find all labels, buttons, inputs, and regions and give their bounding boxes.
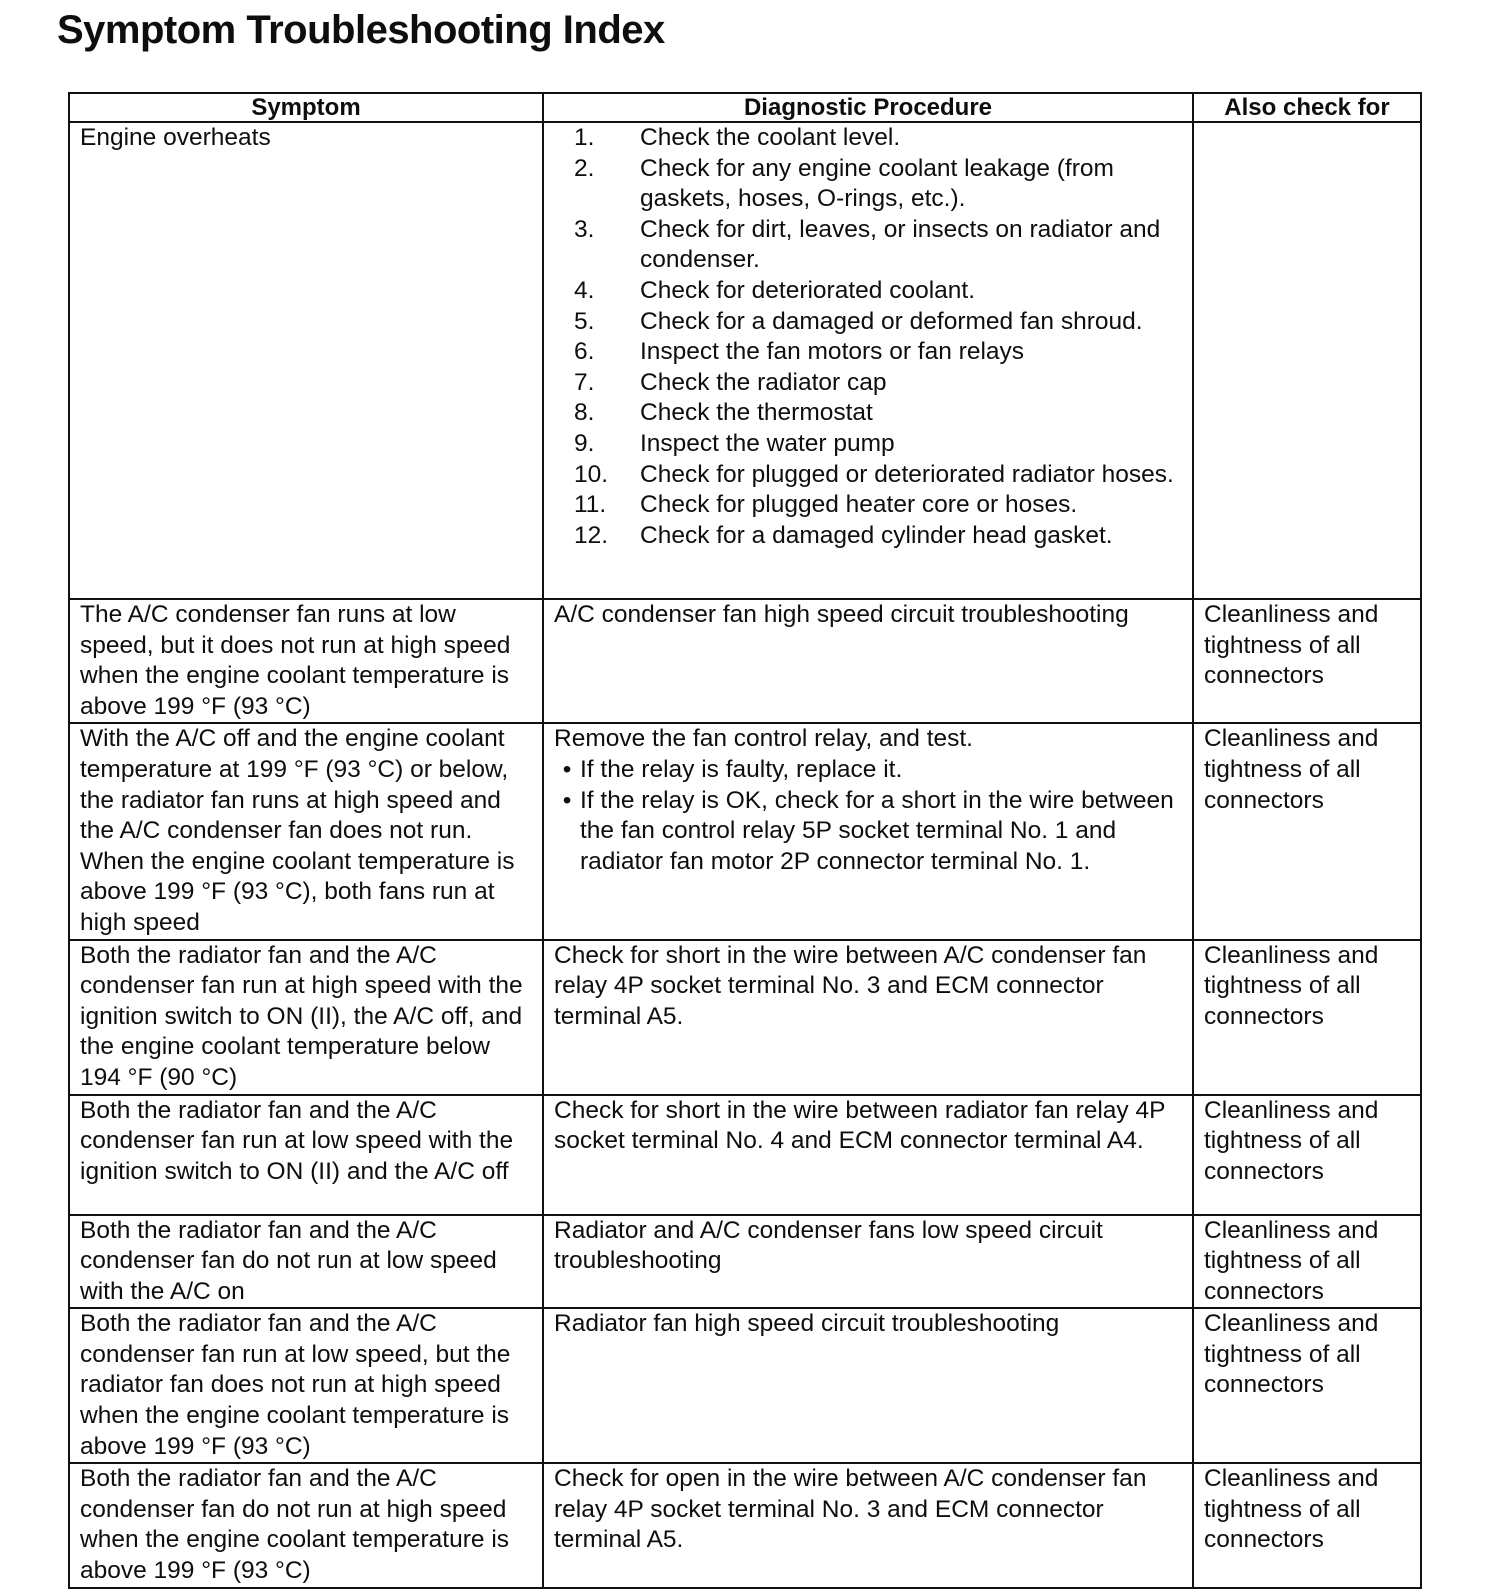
list-item xyxy=(554,786,1182,878)
procedure-bullet-list xyxy=(554,755,1182,877)
procedure-cell: A/C condenser fan high speed circuit troubleshooting xyxy=(543,599,1193,723)
symptom-cell: Both the radiator fan and the A/C condenser fan do not run at high speed when the engine coolant temperature is above 199 °F (93 °C) xyxy=(69,1463,543,1587)
symptom-cell: The A/C condenser fan runs at low speed, but it does not run at high speed when the engine coolant temperature is above 199 °F (93 °C) xyxy=(69,599,543,723)
procedure-cell xyxy=(543,723,1193,939)
procedure-step xyxy=(574,154,1182,215)
table-row xyxy=(69,1463,1421,1587)
procedure-step xyxy=(574,123,1182,154)
table-row xyxy=(69,599,1421,723)
table-row xyxy=(69,723,1421,939)
step-number: 12. xyxy=(574,521,609,549)
step-text: Check for plugged or deteriorated radiator hoses. xyxy=(640,460,1174,488)
procedure-cell: Radiator fan high speed circuit troubleshooting xyxy=(543,1308,1193,1463)
procedure-cell xyxy=(543,122,1193,599)
procedure-step xyxy=(574,307,1182,338)
symptom-header: Symptom xyxy=(69,93,543,122)
step-text: Check for dirt, leaves, or insects on radiator and condenser. xyxy=(640,215,1161,274)
table-row xyxy=(69,122,1421,599)
symptom-cell: Engine overheats xyxy=(69,122,543,599)
symptom-table xyxy=(68,92,1422,1589)
table-row xyxy=(69,940,1421,1095)
procedure-intro: Remove the fan control relay, and test. xyxy=(554,725,973,753)
symptom-cell: Both the radiator fan and the A/C condenser fan do not run at low speed with the A/C on xyxy=(69,1215,543,1309)
symptom-cell: With the A/C off and the engine coolant temperature at 199 °F (93 °C) or below, the radiator fan runs at high speed and the A/C condenser fan does not run. When the engine coolant temperature is above 199 °F (93 °C), both fans run at high speed xyxy=(69,723,543,939)
step-number: 5. xyxy=(574,307,595,335)
procedure-step xyxy=(574,490,1182,521)
symptom-cell: Both the radiator fan and the A/C condenser fan run at low speed, but the radiator fan does not run at high speed when the engine coolant temperature is above 199 °F (93 °C) xyxy=(69,1308,543,1463)
also-check-cell: Cleanliness and tightness of all connectors xyxy=(1193,1463,1421,1587)
step-text: Check for deteriorated coolant. xyxy=(640,276,976,304)
procedure-cell: Check for short in the wire between A/C condenser fan relay 4P socket terminal No. 3 and ECM connector terminal A5. xyxy=(543,940,1193,1095)
step-number: 10. xyxy=(574,460,609,488)
procedure-step xyxy=(574,398,1182,429)
also-check-cell: Cleanliness and tightness of all connectors xyxy=(1193,940,1421,1095)
procedure-steps-list xyxy=(554,123,1182,551)
table-row xyxy=(69,1308,1421,1463)
procedure-step xyxy=(574,215,1182,276)
step-number: 1. xyxy=(574,124,595,151)
step-number: 3. xyxy=(574,215,595,243)
step-number: 2. xyxy=(574,154,595,182)
step-text: Check the thermostat xyxy=(640,399,873,427)
step-text: Check the radiator cap xyxy=(640,368,887,396)
step-text: Check for a damaged cylinder head gasket. xyxy=(640,521,1113,549)
step-number: 9. xyxy=(574,429,595,457)
procedure-step xyxy=(574,337,1182,368)
step-text: Check for a damaged or deformed fan shroud. xyxy=(640,307,1143,335)
step-number: 7. xyxy=(574,368,595,396)
page-title: Symptom Troubleshooting Index xyxy=(57,8,665,52)
bullet-icon: • xyxy=(562,755,572,783)
table-header-row xyxy=(69,93,1421,122)
also-check-cell: Cleanliness and tightness of all connectors xyxy=(1193,1215,1421,1309)
procedure-step xyxy=(574,368,1182,399)
procedure-cell: Check for short in the wire between radiator fan relay 4P socket terminal No. 4 and ECM connector terminal A4. xyxy=(543,1095,1193,1215)
step-text: Inspect the water pump xyxy=(640,429,895,457)
step-number: 4. xyxy=(574,276,595,304)
symptom-cell: Both the radiator fan and the A/C condenser fan run at high speed with the ignition switch to ON (II), the A/C off, and the engine coolant temperature below 194 °F (90 °C) xyxy=(69,940,543,1095)
table-row xyxy=(69,1215,1421,1309)
also-check-cell: Cleanliness and tightness of all connectors xyxy=(1193,1308,1421,1463)
procedure-cell: Radiator and A/C condenser fans low speed circuit troubleshooting xyxy=(543,1215,1193,1309)
step-text: Check for plugged heater core or hoses. xyxy=(640,491,1078,519)
also-check-header: Also check for xyxy=(1193,93,1421,122)
procedure-cell: Check for open in the wire between A/C condenser fan relay 4P socket terminal No. 3 and ECM connector terminal A5. xyxy=(543,1463,1193,1587)
step-number: 8. xyxy=(574,399,595,427)
also-check-cell xyxy=(1193,122,1421,599)
step-text: Check the coolant level. xyxy=(640,124,901,151)
procedure-step xyxy=(574,429,1182,460)
procedure-header: Diagnostic Procedure xyxy=(543,93,1193,122)
step-text: Inspect the fan motors or fan relays xyxy=(640,338,1025,366)
step-number: 6. xyxy=(574,338,595,366)
bullet-icon: • xyxy=(562,786,572,814)
bullet-text: If the relay is OK, check for a short in the wire between the fan control relay 5P socket terminal No. 1 and radiator fan motor 2P connector terminal No. 1. xyxy=(580,786,1174,875)
step-text: Check for any engine coolant leakage (from gaskets, hoses, O-rings, etc.). xyxy=(640,154,1114,213)
table-row xyxy=(69,1095,1421,1215)
bullet-text: If the relay is faulty, replace it. xyxy=(580,755,903,783)
also-check-cell: Cleanliness and tightness of all connectors xyxy=(1193,599,1421,723)
procedure-step xyxy=(574,521,1182,552)
symptom-cell: Both the radiator fan and the A/C condenser fan run at low speed with the ignition switch to ON (II) and the A/C off xyxy=(69,1095,543,1215)
also-check-cell: Cleanliness and tightness of all connectors xyxy=(1193,723,1421,939)
also-check-cell: Cleanliness and tightness of all connectors xyxy=(1193,1095,1421,1215)
procedure-step xyxy=(574,276,1182,307)
step-number: 11. xyxy=(574,491,607,519)
list-item xyxy=(554,755,1182,786)
procedure-step xyxy=(574,460,1182,491)
